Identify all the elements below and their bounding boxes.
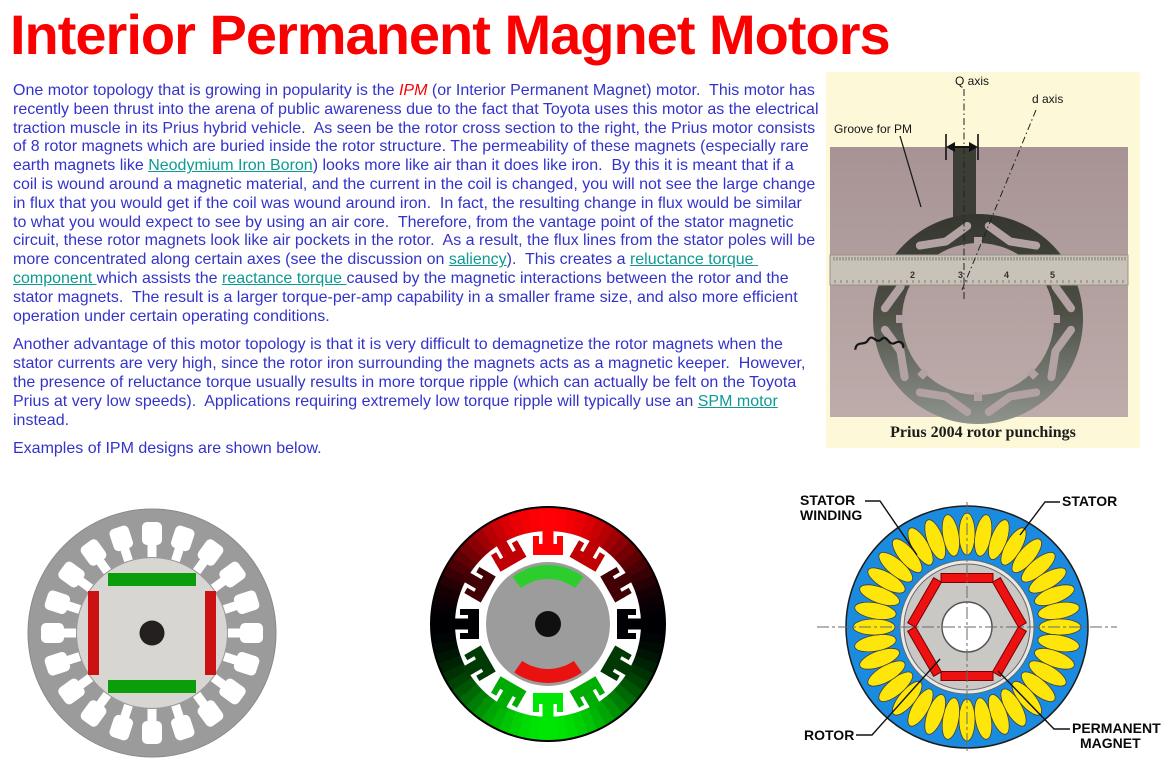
q-axis-label: Q axis xyxy=(955,74,990,88)
link-reluctance-torque-component[interactable]: reluctance torque component xyxy=(13,251,759,287)
groove-for-pm-label: Groove for PM xyxy=(834,122,913,136)
body-text: ) looks more like air than it does like iron. By this it is meant that if a coil is wound around a magnetic material, and the current in the coil is changed, you will not see the large change in flux that you would get if the coil was wound around iron. In fact, the resulting change in flux would be similar to what you would expect to see by using an air core. Therefore, from the vantage point of the stator magnetic circuit, these rotor magnets look like air pockets in the rotor. As a result, the flux lines from the stator poles will be more concentrated along certain axes (see the discussion on xyxy=(13,157,820,269)
paragraph-2 xyxy=(13,336,819,430)
ipm-term: IPM xyxy=(398,82,428,99)
body-text: One motor topology that is growing in popularity is the xyxy=(13,82,399,99)
link-reactance-torque[interactable]: reactance torque xyxy=(222,269,347,287)
paragraph-3: Examples of IPM designs are shown below. xyxy=(13,440,322,458)
paragraph-1 xyxy=(13,82,823,326)
ipm-diagram-labeled-cross-section xyxy=(790,487,1168,772)
body-text: which assists the xyxy=(96,269,222,287)
permanent-magnet-label: PERMANENT xyxy=(1072,720,1161,736)
stator-label: STATOR xyxy=(1062,493,1118,509)
prius-caption: Prius 2004 rotor punchings xyxy=(890,424,1076,441)
body-text: Another advantage of this motor topology is that it is very difficult to demagnetize the rotor magnets when the stator currents are very high, since the rotor iron surrounding the magnets acts as a magnetic keeper. However, the presence of reluctance torque usually results in more torque ripple (which can actually be felt on the Toyota Prius at very low speeds). Applications requiring extremely low torque ripple will typically use an xyxy=(13,336,810,410)
d-axis-label: d axis xyxy=(1032,92,1064,106)
body-text: ). This creates a xyxy=(506,251,630,269)
svg-text:4: 4 xyxy=(1004,270,1010,280)
svg-text:2: 2 xyxy=(910,270,916,280)
svg-text:3: 3 xyxy=(958,270,964,280)
article-text xyxy=(13,82,823,469)
body-text: (or Interior Permanent Magnet) motor. This motor has recently been thrust into the arena of public awareness due to the fact that Toyota uses this motor as the electrical traction muscle in its Prius hybrid vehicle. As seen be the rotor cross section to the right, the Prius motor consists of 8 rotor magnets which are buried inside the rotor structure. The permeability of these magnets (especially rare earth magnets like xyxy=(13,82,823,175)
body-text: caused by the magnetic interactions between the rotor and the stator magnets. The result is a larger torque-per-amp capability in a smaller frame size, and also more efficient operation under certain operating conditions. xyxy=(13,269,803,325)
stator-winding-label: STATOR xyxy=(800,492,856,508)
stator-winding-label: WINDING xyxy=(800,507,863,523)
motor-cross-section-art xyxy=(817,502,1117,752)
link-neodymium-iron-boron[interactable]: Neodymium Iron Boron xyxy=(148,157,313,175)
prius-rotor-photo xyxy=(826,72,1140,448)
page-title: Interior Permanent Magnet Motors xyxy=(10,3,890,66)
link-spm-motor[interactable]: SPM motor xyxy=(697,392,778,410)
rotor-label: ROTOR xyxy=(804,727,855,743)
link-saliency[interactable]: saliency xyxy=(448,251,507,269)
svg-text:5: 5 xyxy=(1050,270,1056,280)
ipm-diagram-square-magnets xyxy=(18,501,286,771)
permanent-magnet-label: MAGNET xyxy=(1080,735,1141,751)
ipm-diagram-gradient-motor xyxy=(428,505,668,747)
body-text: instead. xyxy=(13,392,783,429)
